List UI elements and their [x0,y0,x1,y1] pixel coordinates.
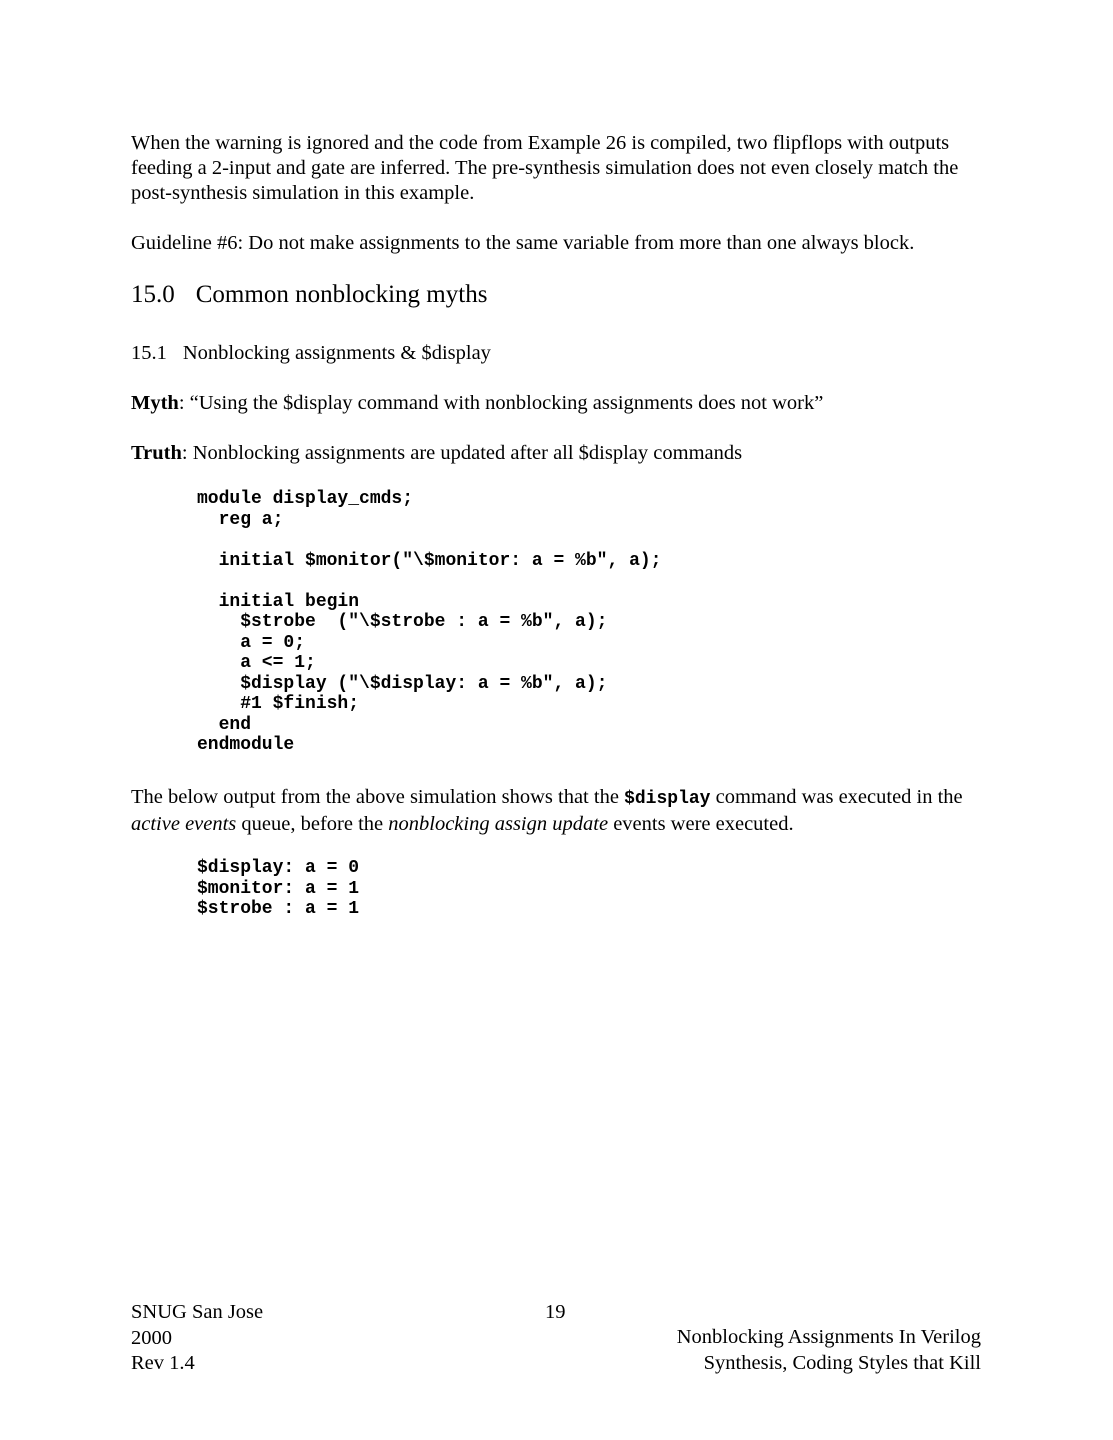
footer-revision: Rev 1.4 [131,1352,195,1374]
myth-statement [131,391,991,416]
footer-conference: SNUG San Jose [131,1301,264,1323]
guideline-6: Guideline #6: Do not make assignments to the same variable from more than one always block. [131,232,915,254]
subsection-title: Nonblocking assignments & $display [182,342,491,364]
emphasis: active events [131,813,237,835]
code-listing: module display_cmds; reg a; initial $monitor("\$monitor: a = %b", a); initial begin $strobe ("\$strobe : a = %b", a); a = 0; a <= 1; $display ("\$display: a = %b", a); #1 $finish; end endmodule [197,489,662,755]
footer-right [677,1325,981,1376]
subsection-heading [131,341,991,366]
footer-title-line2: Synthesis, Coding Styles that Kill [703,1351,981,1374]
page-number: 19 [545,1301,566,1323]
emphasis: nonblocking assign update [388,813,609,835]
section-number: 15.0 [131,281,175,308]
subsection-number: 15.1 [131,342,167,364]
text: queue, before the [236,813,389,835]
paragraph-warning: When the warning is ignored and the code from Example 26 is compiled, two flipflops with outputs feeding a 2-input and gate are inferred. The pre-synthesis simulation does not even closely match the post-synthesis simulation in this example. [131,132,959,204]
explanation-paragraph [131,785,991,837]
myth-text: : “Using the $display command with nonblocking assignments does not work” [178,392,824,414]
truth-statement [131,441,991,466]
text: The below output from the above simulation shows that the [131,786,625,808]
truth-label: Truth [131,442,182,464]
footer-year: 2000 [131,1326,172,1349]
text: command was executed in the [710,786,963,808]
section-title: Common nonblocking myths [195,281,488,308]
footer-title-line1: Nonblocking Assignments In Verilog [676,1326,981,1348]
truth-text: : Nonblocking assignments are updated after all $display commands [181,442,743,464]
section-heading [131,282,991,307]
text: events were executed. [608,813,794,835]
inline-code: $display [624,789,711,809]
myth-label: Myth [131,392,179,414]
simulation-output: $display: a = 0 $monitor: a = 1 $strobe : a = 1 [197,858,360,919]
footer-left [131,1300,263,1377]
